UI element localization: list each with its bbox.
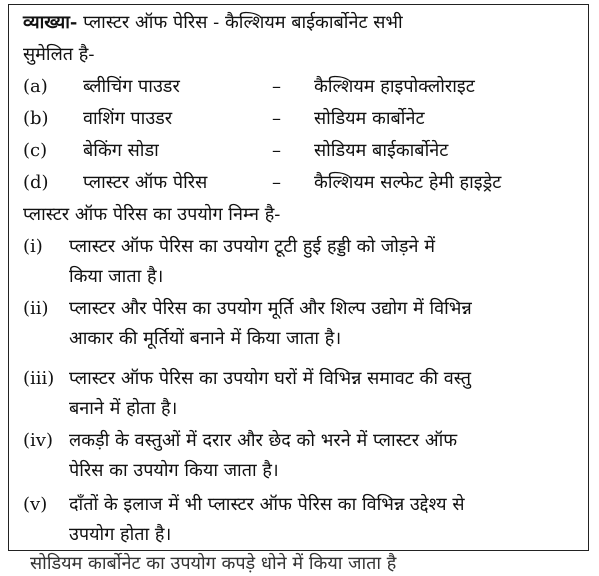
intro-text-1: प्लास्टर ऑफ पेरिस - कैल्शियम बाईकार्बोनेट सभी (83, 12, 403, 33)
pair-marker: (b) (23, 108, 49, 129)
pair-right: सोडियम बाईकार्बोनेट (314, 140, 449, 161)
clipped-next-line: सोडियम कार्बोनेट का उपयोग कपड़े धोने में किया जाता है (30, 553, 397, 574)
pair-left: बेकिंग सोडा (83, 140, 159, 161)
pair-right: कैल्शियम हाइपोक्लोराइट (314, 76, 475, 97)
use-line: लकड़ी के वस्तुओं में दरार और छेद को भरने में प्लास्टर ऑफ (69, 430, 458, 451)
use-line: आकार की मूर्तियों बनाने में किया जाता है। (69, 328, 342, 349)
use-line: पेरिस का उपयोग किया जाता है। (69, 460, 279, 481)
pair-left: प्लास्टर ऑफ पेरिस (83, 172, 208, 193)
pair-marker: (c) (23, 140, 48, 161)
pair-right: सोडियम कार्बोनेट (314, 108, 425, 129)
use-marker: (i) (23, 236, 43, 257)
answer-box (8, 4, 589, 551)
use-marker: (v) (23, 494, 48, 515)
pair-marker: (d) (23, 172, 49, 193)
pair-dash: – (272, 172, 281, 193)
use-marker: (iii) (23, 368, 55, 389)
pair-right: कैल्शियम सल्फेट हेमी हाइड्रेट (314, 172, 502, 193)
use-marker: (ii) (23, 298, 49, 319)
use-line: उपयोग होता है। (69, 524, 172, 545)
intro-line-2: सुमेलित है- (23, 44, 95, 65)
pair-marker: (a) (23, 76, 48, 97)
use-line: बनाने में होता है। (69, 398, 178, 419)
use-line: प्लास्टर ऑफ पेरिस का उपयोग घरों में विभिन्न समावट की वस्तु (69, 368, 472, 389)
uses-heading: प्लास्टर ऑफ पेरिस का उपयोग निम्न है- (23, 204, 281, 225)
pair-left: ब्लीचिंग पाउडर (83, 76, 180, 97)
pair-dash: – (272, 140, 281, 161)
use-line: किया जाता है। (69, 266, 164, 287)
pair-dash: – (272, 108, 281, 129)
use-marker: (iv) (23, 430, 53, 451)
pair-dash: – (272, 76, 281, 97)
pair-left: वाशिंग पाउडर (83, 108, 173, 129)
intro-line-1 (23, 11, 403, 35)
use-line: प्लास्टर और पेरिस का उपयोग मूर्ति और शिल्प उद्योग में विभिन्न (69, 298, 472, 319)
explanation-label: व्याख्या- (23, 12, 78, 33)
use-line: प्लास्टर ऑफ पेरिस का उपयोग टूटी हुई हड्डी को जोड़ने में (69, 236, 435, 257)
use-line: दाँतों के इलाज में भी प्लास्टर ऑफ पेरिस का विभिन्न उद्देश्य से (69, 494, 465, 515)
